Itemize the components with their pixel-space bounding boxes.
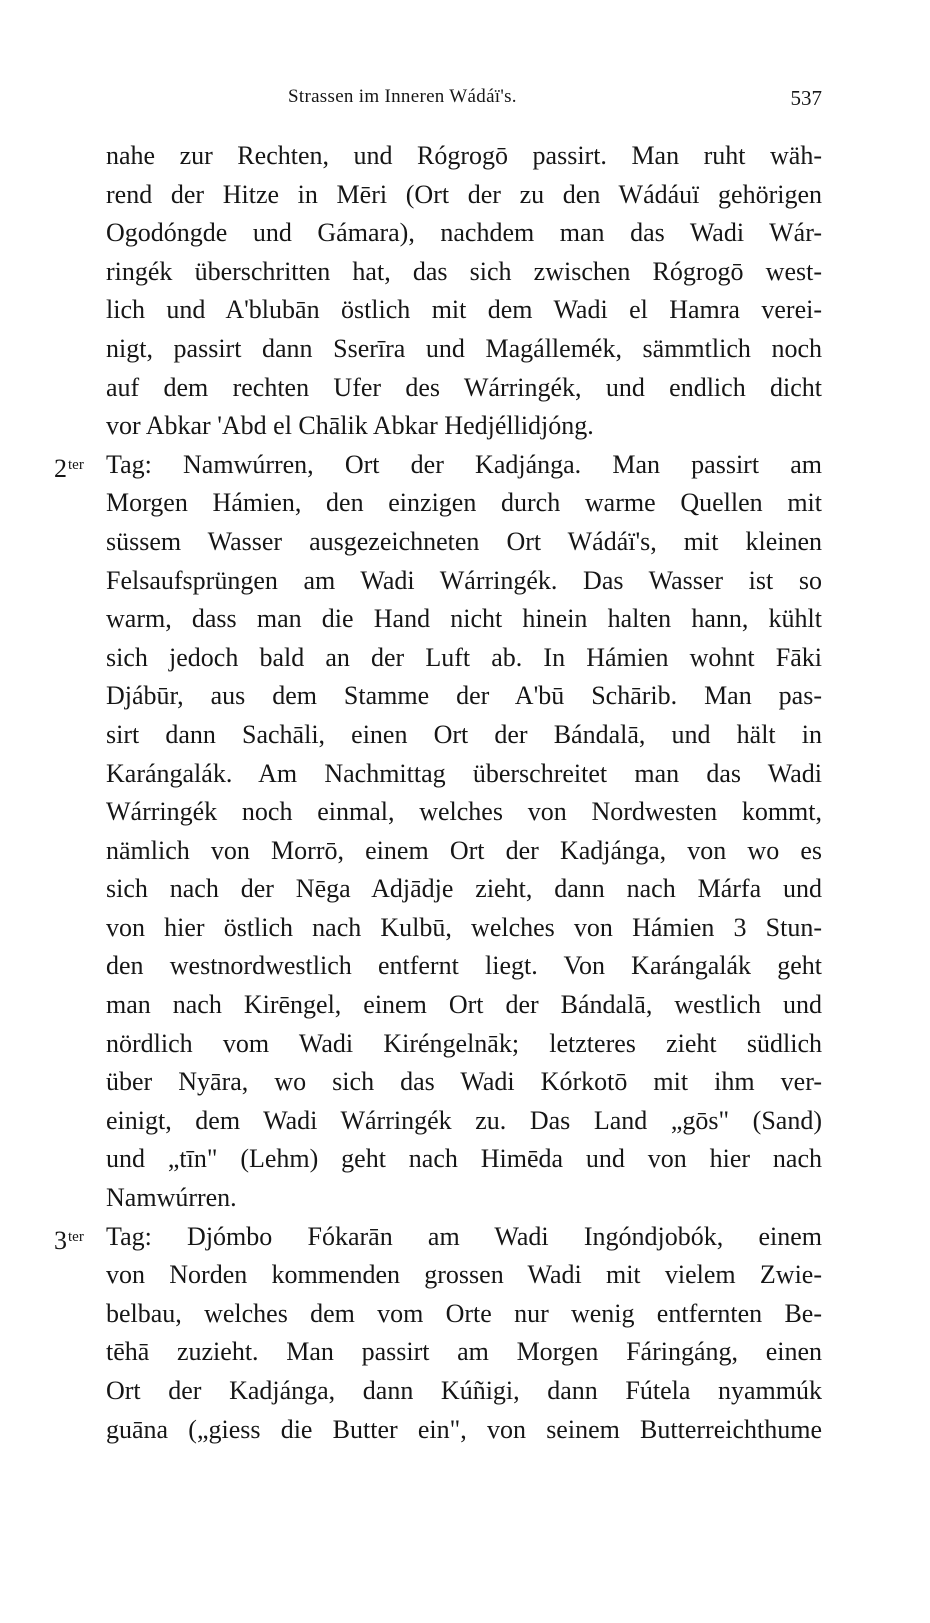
day-ordinal: 3 <box>54 1225 67 1255</box>
text-line: guāna („giess die Butter ein", von seinem Butterreichthume <box>106 1414 822 1444</box>
text-line: Namwúrren. <box>106 1183 237 1213</box>
text-line: den westnordwestlich entfernt liegt. Von Karángalák geht <box>106 951 822 981</box>
running-title: Strassen im Inneren Wádáï's. <box>288 86 517 107</box>
text-line: Felsaufsprüngen am Wadi Wárringék. Das Wasser ist so <box>106 565 822 595</box>
page-number: 537 <box>790 86 822 110</box>
text-line: sirt dann Sachāli, einen Ort der Bándalā, und hält in <box>106 719 822 749</box>
text-line: über Nyāra, wo sich das Wadi Kórkotō mit ihm ver- <box>106 1067 822 1097</box>
text-line: Djábūr, aus dem Stamme der A'bū Schārib. Man pas- <box>106 681 822 711</box>
text-line: lich und A'blubān östlich mit dem Wadi el Hamra verei- <box>106 295 822 325</box>
text-line: nämlich von Morrō, einem Ort der Kadjánga, von wo es <box>106 835 822 865</box>
day-ordinal-suffix: ter <box>68 456 84 473</box>
text-line: nördlich vom Wadi Kiréngelnāk; letzteres zieht südlich <box>106 1028 822 1058</box>
text-line-content: Tag: Djómbo Fókarān am Wadi Ingóndjobók, einem <box>106 1221 822 1251</box>
text-line: und „tīn" (Lehm) geht nach Himēda und von hier nach <box>106 1144 822 1174</box>
day-entry-line <box>54 446 822 485</box>
day-marker <box>54 446 84 489</box>
text-line: einigt, dem Wadi Wárringék zu. Das Land „gōs" (Sand) <box>106 1105 822 1135</box>
running-head <box>106 86 822 116</box>
text-line: sich nach der Nēga Adjādje zieht, dann nach Márfa und <box>106 874 822 904</box>
text-line: von hier östlich nach Kulbū, welches von Hámien 3 Stun- <box>106 912 822 942</box>
text-line: tēhā zuzieht. Man passirt am Morgen Fáringáng, einen <box>106 1337 822 1367</box>
day-marker <box>54 1218 84 1261</box>
text-line-content: Tag: Namwúrren, Ort der Kadjánga. Man passirt am <box>106 449 822 479</box>
text-line: ringék überschritten hat, das sich zwischen Rógrogō west- <box>106 256 822 286</box>
text-line: man nach Kirēngel, einem Ort der Bándalā, westlich und <box>106 990 822 1020</box>
day-ordinal-suffix: ter <box>68 1228 84 1245</box>
text-line: von Norden kommenden grossen Wadi mit vielem Zwie- <box>106 1260 822 1290</box>
text-line: belbau, welches dem vom Orte nur wenig entfernten Be- <box>106 1298 822 1328</box>
text-line: sich jedoch bald an der Luft ab. In Hámien wohnt Fāki <box>106 642 822 672</box>
text-line: Wárringék noch einmal, welches von Nordwesten kommt, <box>106 797 822 827</box>
text-line: vor Abkar 'Abd el Chālik Abkar Hedjéllidjóng. <box>106 411 594 441</box>
text-line: rend der Hitze in Mēri (Ort der zu den Wádáuï gehörigen <box>106 179 822 209</box>
text-block <box>54 137 822 1449</box>
text-line: nigt, passirt dann Sserīra und Magállemék, sämmtlich noch <box>106 333 822 363</box>
text-line: Karángalák. Am Nachmittag überschreitet man das Wadi <box>106 758 822 788</box>
text-line: auf dem rechten Ufer des Wárringék, und endlich dicht <box>106 372 822 402</box>
text-line: nahe zur Rechten, und Rógrogō passirt. Man ruht wäh- <box>106 141 822 170</box>
day-entry-line <box>54 1218 822 1257</box>
text-line: Ort der Kadjánga, dann Kúñigi, dann Fútela nyammúk <box>106 1376 822 1405</box>
text-line: süssem Wasser ausgezeichneten Ort Wádáï's, mit kleinen <box>106 526 822 556</box>
text-line: Ogodóngde und Gámara), nachdem man das Wadi Wár- <box>106 218 822 248</box>
day-ordinal: 2 <box>54 453 67 483</box>
text-line: warm, dass man die Hand nicht hinein halten hann, kühlt <box>106 604 822 634</box>
text-line: Morgen Hámien, den einzigen durch warme Quellen mit <box>106 488 822 518</box>
